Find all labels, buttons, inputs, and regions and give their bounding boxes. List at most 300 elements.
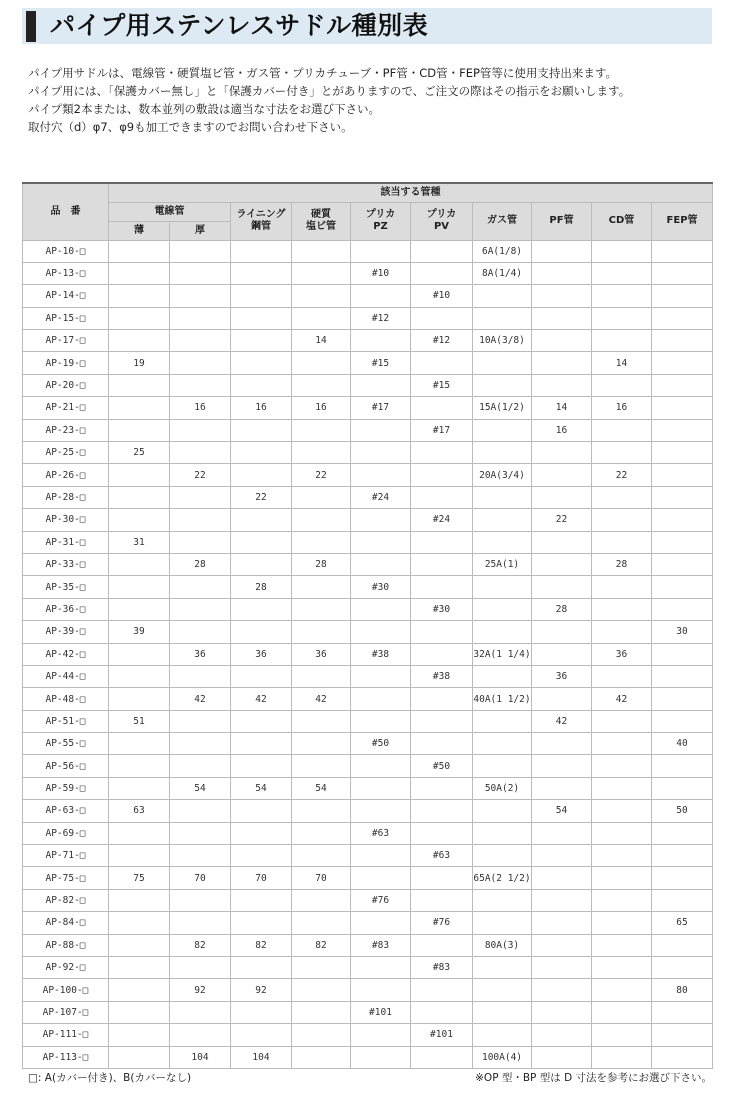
part-number-cell: AP-113-□ <box>23 1046 109 1068</box>
table-cell <box>652 643 713 665</box>
table-cell <box>592 486 652 508</box>
table-cell <box>532 1001 592 1023</box>
table-row <box>23 509 713 531</box>
table-cell <box>109 643 170 665</box>
table-cell <box>351 464 411 486</box>
table-cell <box>292 822 351 844</box>
table-row <box>23 800 713 822</box>
table-cell <box>109 285 170 307</box>
header-pv: プリカ PV <box>411 202 473 240</box>
header-gas: ガス管 <box>473 202 532 240</box>
part-number-cell: AP-51-□ <box>23 710 109 732</box>
table-cell <box>231 912 292 934</box>
table-cell <box>109 598 170 620</box>
table-row <box>23 330 713 352</box>
table-cell <box>592 665 652 687</box>
table-cell <box>652 777 713 799</box>
table-row <box>23 442 713 464</box>
header-denki: 電線管 <box>109 202 231 221</box>
table-cell <box>532 979 592 1001</box>
table-cell <box>351 979 411 1001</box>
table-cell <box>411 307 473 329</box>
table-cell <box>292 419 351 441</box>
table-cell <box>170 509 231 531</box>
table-cell <box>109 486 170 508</box>
table-cell <box>532 307 592 329</box>
table-cell <box>652 397 713 419</box>
table-cell <box>411 576 473 598</box>
table-cell <box>109 509 170 531</box>
table-row <box>23 912 713 934</box>
table-cell <box>473 307 532 329</box>
table-cell <box>532 889 592 911</box>
table-cell: 92 <box>170 979 231 1001</box>
table-cell <box>411 1046 473 1068</box>
table-cell <box>592 330 652 352</box>
table-row <box>23 598 713 620</box>
table-cell <box>351 598 411 620</box>
table-cell: #24 <box>411 509 473 531</box>
table-cell <box>592 307 652 329</box>
table-cell <box>231 374 292 396</box>
part-number-cell: AP-88-□ <box>23 934 109 956</box>
table-cell <box>532 1024 592 1046</box>
part-number-cell: AP-55-□ <box>23 733 109 755</box>
part-number-cell: AP-44-□ <box>23 665 109 687</box>
table-cell <box>109 1046 170 1068</box>
table-cell <box>292 531 351 553</box>
table-cell: 65A(2 1/2) <box>473 867 532 889</box>
table-cell <box>411 733 473 755</box>
table-cell <box>592 777 652 799</box>
table-cell <box>109 777 170 799</box>
table-cell: 42 <box>292 688 351 710</box>
table-cell <box>592 710 652 732</box>
table-cell <box>532 240 592 262</box>
description <box>28 64 718 136</box>
header-cd: CD管 <box>592 202 652 240</box>
table-cell <box>592 442 652 464</box>
table-cell <box>532 621 592 643</box>
table-cell <box>292 1001 351 1023</box>
table-cell <box>351 710 411 732</box>
table-cell <box>473 889 532 911</box>
table-cell <box>532 643 592 665</box>
table-cell <box>411 688 473 710</box>
table-cell <box>473 755 532 777</box>
table-row <box>23 822 713 844</box>
table-cell: #17 <box>411 419 473 441</box>
table-cell <box>292 285 351 307</box>
table-row <box>23 710 713 732</box>
table-cell <box>592 285 652 307</box>
table-cell: #63 <box>411 845 473 867</box>
table-cell <box>109 822 170 844</box>
table-cell <box>592 509 652 531</box>
table-cell <box>532 957 592 979</box>
table-cell: 80 <box>652 979 713 1001</box>
table-cell <box>351 800 411 822</box>
table-cell <box>592 733 652 755</box>
table-cell <box>292 509 351 531</box>
table-cell: 32A(1 1/4) <box>473 643 532 665</box>
table-cell <box>652 374 713 396</box>
table-cell <box>652 688 713 710</box>
table-cell <box>592 912 652 934</box>
table-cell <box>109 374 170 396</box>
table-cell <box>109 464 170 486</box>
part-number-cell: AP-31-□ <box>23 531 109 553</box>
table-cell <box>292 979 351 1001</box>
table-cell <box>351 531 411 553</box>
table-cell: 6A(1/8) <box>473 240 532 262</box>
table-cell <box>170 665 231 687</box>
header-pf: PF管 <box>532 202 592 240</box>
table-cell <box>411 867 473 889</box>
table-cell <box>351 419 411 441</box>
table-row <box>23 486 713 508</box>
part-number-cell: AP-82-□ <box>23 889 109 911</box>
table-row <box>23 957 713 979</box>
table-cell: 25A(1) <box>473 553 532 575</box>
table-cell <box>473 509 532 531</box>
part-number-cell: AP-13-□ <box>23 262 109 284</box>
table-cell <box>170 262 231 284</box>
table-cell <box>351 845 411 867</box>
table-cell <box>292 733 351 755</box>
part-number-cell: AP-14-□ <box>23 285 109 307</box>
table-cell: 14 <box>532 397 592 419</box>
part-number-cell: AP-111-□ <box>23 1024 109 1046</box>
table-cell <box>292 374 351 396</box>
table-cell: #83 <box>411 957 473 979</box>
table-cell <box>170 733 231 755</box>
table-cell: #83 <box>351 934 411 956</box>
table-cell: 36 <box>592 643 652 665</box>
table-cell <box>292 889 351 911</box>
table-row <box>23 688 713 710</box>
table-cell: 50 <box>652 800 713 822</box>
table-cell <box>473 845 532 867</box>
table-cell <box>652 576 713 598</box>
table-cell <box>652 710 713 732</box>
table-cell <box>592 598 652 620</box>
table-cell <box>231 845 292 867</box>
table-cell <box>652 867 713 889</box>
table-cell <box>411 1001 473 1023</box>
table-cell <box>592 1024 652 1046</box>
table-cell <box>532 777 592 799</box>
table-cell <box>473 531 532 553</box>
table-cell <box>109 665 170 687</box>
table-row <box>23 867 713 889</box>
table-cell <box>411 531 473 553</box>
table-cell <box>652 1001 713 1023</box>
table-cell <box>652 464 713 486</box>
table-cell: 28 <box>170 553 231 575</box>
footer-note-right: ※OP 型・BP 型は D 寸法を参考にお選び下さい。 <box>475 1072 712 1084</box>
table-cell <box>411 934 473 956</box>
table-cell: #30 <box>351 576 411 598</box>
table-cell <box>231 800 292 822</box>
table-row <box>23 531 713 553</box>
table-cell <box>109 733 170 755</box>
table-cell: 28 <box>292 553 351 575</box>
table-cell <box>652 889 713 911</box>
table-cell <box>109 397 170 419</box>
table-cell: 16 <box>592 397 652 419</box>
table-cell <box>170 419 231 441</box>
part-number-cell: AP-21-□ <box>23 397 109 419</box>
table-cell <box>652 822 713 844</box>
table-cell <box>411 777 473 799</box>
table-cell <box>231 240 292 262</box>
table-cell <box>109 912 170 934</box>
table-cell <box>473 486 532 508</box>
table-cell: 54 <box>170 777 231 799</box>
table-cell <box>351 755 411 777</box>
table-cell <box>351 240 411 262</box>
table-cell <box>592 262 652 284</box>
table-cell: 100A(4) <box>473 1046 532 1068</box>
table-cell: #17 <box>351 397 411 419</box>
table-cell: 16 <box>231 397 292 419</box>
table-cell <box>411 352 473 374</box>
part-number-cell: AP-71-□ <box>23 845 109 867</box>
table-cell <box>351 867 411 889</box>
table-cell <box>532 912 592 934</box>
table-cell <box>411 486 473 508</box>
table-cell: 15A(1/2) <box>473 397 532 419</box>
table-cell <box>292 665 351 687</box>
table-cell <box>652 934 713 956</box>
part-number-cell: AP-75-□ <box>23 867 109 889</box>
table-cell <box>652 957 713 979</box>
table-cell: 14 <box>592 352 652 374</box>
table-cell <box>292 1046 351 1068</box>
table-cell <box>592 240 652 262</box>
table-cell <box>532 1046 592 1068</box>
table-cell: 70 <box>170 867 231 889</box>
table-cell <box>652 1024 713 1046</box>
part-number-cell: AP-69-□ <box>23 822 109 844</box>
table-cell <box>592 934 652 956</box>
table-cell <box>109 576 170 598</box>
table-cell <box>652 509 713 531</box>
table-cell <box>170 800 231 822</box>
table-cell <box>411 889 473 911</box>
table-cell <box>592 755 652 777</box>
part-number-cell: AP-17-□ <box>23 330 109 352</box>
table-cell <box>652 553 713 575</box>
table-cell <box>532 262 592 284</box>
table-cell <box>170 240 231 262</box>
table-cell <box>109 330 170 352</box>
table-cell <box>532 576 592 598</box>
table-cell: #50 <box>411 755 473 777</box>
table-cell <box>411 643 473 665</box>
table-cell: 28 <box>592 553 652 575</box>
table-cell: 36 <box>292 643 351 665</box>
table-cell: 22 <box>532 509 592 531</box>
table-cell <box>231 352 292 374</box>
table-cell <box>532 845 592 867</box>
part-number-cell: AP-92-□ <box>23 957 109 979</box>
table-cell <box>109 755 170 777</box>
table-cell: 54 <box>292 777 351 799</box>
table-cell <box>411 397 473 419</box>
table-cell: #38 <box>411 665 473 687</box>
table-cell <box>170 621 231 643</box>
table-cell <box>532 464 592 486</box>
footer-note-left: □: A(カバー付き)、B(カバーなし) <box>28 1072 192 1084</box>
table-cell <box>532 733 592 755</box>
table-cell <box>292 262 351 284</box>
table-cell: 8A(1/4) <box>473 262 532 284</box>
table-cell: 22 <box>231 486 292 508</box>
table-cell: 42 <box>170 688 231 710</box>
table-cell <box>170 889 231 911</box>
table-cell: #10 <box>351 262 411 284</box>
part-number-cell: AP-28-□ <box>23 486 109 508</box>
table-cell <box>473 1001 532 1023</box>
table-cell <box>532 688 592 710</box>
table-cell <box>592 889 652 911</box>
table-row <box>23 352 713 374</box>
part-number-cell: AP-59-□ <box>23 777 109 799</box>
table-cell <box>652 598 713 620</box>
table-cell: 82 <box>231 934 292 956</box>
table-cell: 16 <box>532 419 592 441</box>
table-cell <box>411 710 473 732</box>
table-cell: 22 <box>292 464 351 486</box>
table-cell: #101 <box>411 1024 473 1046</box>
page-title: パイプ用ステンレスサドル種別表 <box>50 11 429 40</box>
table-cell <box>109 1001 170 1023</box>
table-cell <box>592 1046 652 1068</box>
table-row <box>23 262 713 284</box>
table-cell <box>592 621 652 643</box>
table-cell <box>231 464 292 486</box>
table-cell: 25 <box>109 442 170 464</box>
table-cell <box>170 531 231 553</box>
table-cell <box>473 822 532 844</box>
table-cell <box>231 419 292 441</box>
part-number-cell: AP-84-□ <box>23 912 109 934</box>
table-cell: 54 <box>532 800 592 822</box>
description-line: パイプ類2本または、数本並列の敷設は適当な寸法をお選び下さい。 <box>28 102 380 116</box>
table-cell <box>351 1046 411 1068</box>
table-cell <box>532 867 592 889</box>
table-cell <box>351 1024 411 1046</box>
table-cell: #12 <box>411 330 473 352</box>
table-cell <box>231 1024 292 1046</box>
part-number-cell: AP-100-□ <box>23 979 109 1001</box>
table-cell <box>351 621 411 643</box>
table-cell: #15 <box>411 374 473 396</box>
table-cell <box>170 1001 231 1023</box>
table-cell: 22 <box>170 464 231 486</box>
table-cell <box>231 509 292 531</box>
table-cell: 16 <box>170 397 231 419</box>
header-fep: FEP管 <box>652 202 713 240</box>
table-cell <box>532 934 592 956</box>
table-cell <box>652 240 713 262</box>
table-cell <box>532 442 592 464</box>
table-cell: 70 <box>231 867 292 889</box>
table-cell <box>292 957 351 979</box>
table-cell <box>652 330 713 352</box>
table-cell <box>292 576 351 598</box>
table-row <box>23 643 713 665</box>
table-cell: #101 <box>351 1001 411 1023</box>
table-cell: #38 <box>351 643 411 665</box>
table-cell <box>592 957 652 979</box>
table-cell <box>652 755 713 777</box>
table-cell <box>109 957 170 979</box>
table-cell <box>473 665 532 687</box>
table-cell: 104 <box>170 1046 231 1068</box>
description-line: パイプ用サドルは、電線管・硬質塩ビ管・ガス管・プリカチューブ・PF管・CD管・FEP管等に使用支持出来ます。 <box>28 66 617 80</box>
table-cell <box>231 442 292 464</box>
table-cell: 42 <box>532 710 592 732</box>
table-cell <box>592 822 652 844</box>
table-cell: 22 <box>592 464 652 486</box>
table-cell: 31 <box>109 531 170 553</box>
table-cell <box>652 307 713 329</box>
table-cell <box>652 419 713 441</box>
header-item: 品 番 <box>23 183 109 240</box>
table-cell <box>592 845 652 867</box>
part-number-cell: AP-107-□ <box>23 1001 109 1023</box>
table-row <box>23 419 713 441</box>
table-cell <box>231 531 292 553</box>
table-row <box>23 374 713 396</box>
table-cell <box>592 800 652 822</box>
table-cell <box>351 285 411 307</box>
table-cell <box>292 800 351 822</box>
header-pz: プリカ PZ <box>351 202 411 240</box>
part-number-cell: AP-63-□ <box>23 800 109 822</box>
table-cell <box>473 979 532 1001</box>
table-cell <box>231 598 292 620</box>
pipe-saddle-table <box>22 182 713 1069</box>
table-cell <box>652 262 713 284</box>
table-cell: 28 <box>532 598 592 620</box>
table-cell <box>473 733 532 755</box>
table-cell <box>652 442 713 464</box>
table-cell <box>592 979 652 1001</box>
table-cell <box>292 755 351 777</box>
table-cell <box>170 598 231 620</box>
table-cell: 36 <box>170 643 231 665</box>
table-cell <box>292 598 351 620</box>
table-cell <box>473 419 532 441</box>
header-koshitsu: 硬質 塩ビ管 <box>292 202 351 240</box>
table-cell <box>231 553 292 575</box>
table-cell <box>231 262 292 284</box>
table-cell <box>351 912 411 934</box>
title-accent-bar <box>26 11 36 42</box>
table-cell: 75 <box>109 867 170 889</box>
table-cell <box>592 374 652 396</box>
table-cell <box>592 867 652 889</box>
part-number-cell: AP-30-□ <box>23 509 109 531</box>
table-cell: 10A(3/8) <box>473 330 532 352</box>
table-cell <box>231 285 292 307</box>
part-number-cell: AP-23-□ <box>23 419 109 441</box>
table-cell <box>231 710 292 732</box>
